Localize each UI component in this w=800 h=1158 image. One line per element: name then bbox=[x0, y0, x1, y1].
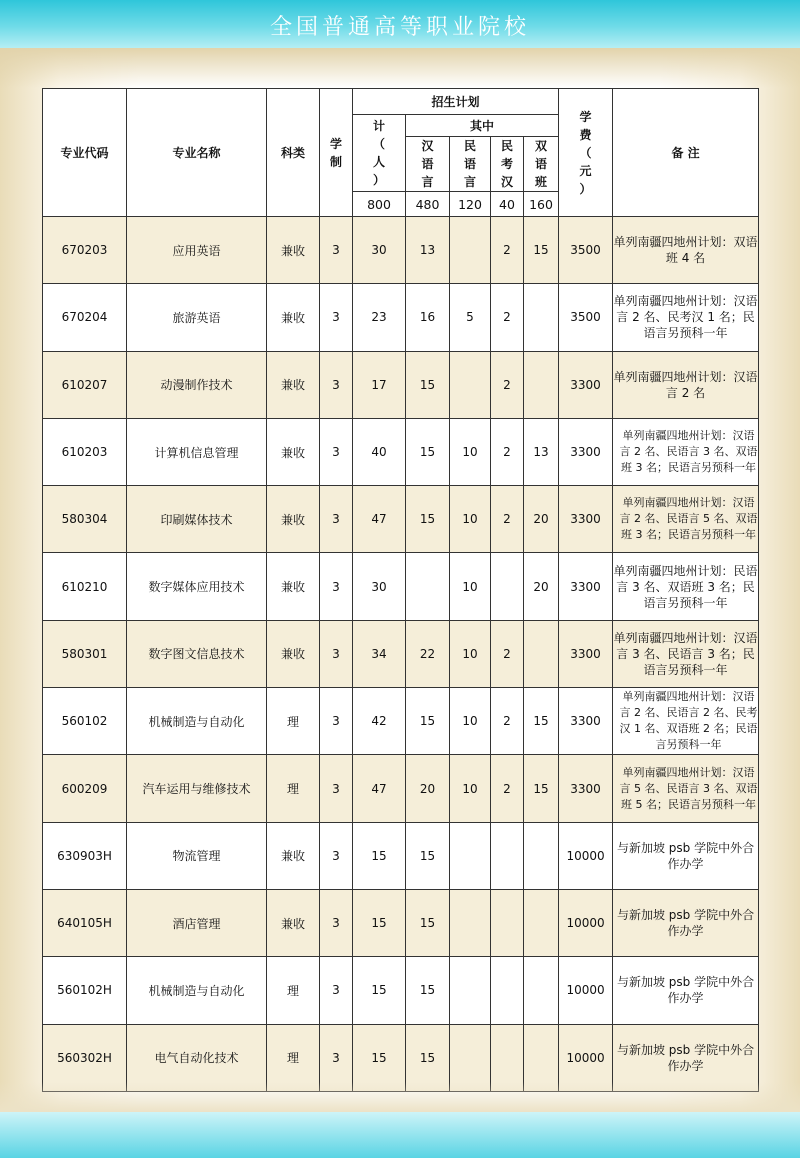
cell-remark: 单列南疆四地州计划：汉语言 5 名、民语言 3 名、双语班 5 名；民语言另预科一年 bbox=[613, 755, 759, 822]
cell-remark: 与新加坡 psb 学院中外合作办学 bbox=[613, 889, 759, 956]
cell-han: 15 bbox=[406, 486, 450, 553]
cell-years: 3 bbox=[320, 553, 353, 620]
cell-minkaohan: 2 bbox=[491, 418, 524, 485]
total-min: 120 bbox=[450, 192, 491, 217]
cell-minkaohan bbox=[491, 957, 524, 1024]
cell-han: 15 bbox=[406, 351, 450, 418]
cell-category: 理 bbox=[267, 1024, 320, 1091]
cell-name: 数字媒体应用技术 bbox=[127, 553, 267, 620]
cell-total: 15 bbox=[353, 822, 406, 889]
cell-bilingual: 15 bbox=[524, 217, 559, 284]
cell-years: 3 bbox=[320, 351, 353, 418]
header-minkaohan bbox=[491, 137, 524, 192]
cell-minkaohan: 2 bbox=[491, 688, 524, 755]
cell-total: 40 bbox=[353, 418, 406, 485]
table-row bbox=[43, 351, 759, 418]
header-tuition bbox=[559, 89, 613, 217]
table-row bbox=[43, 957, 759, 1024]
cell-remark: 单列南疆四地州计划：汉语言 2 名、民语言 2 名、民考汉 1 名、双语班 2 名；民语言另预科一年 bbox=[613, 688, 759, 755]
cell-name: 旅游英语 bbox=[127, 284, 267, 351]
table-row bbox=[43, 755, 759, 822]
table-row bbox=[43, 620, 759, 687]
cell-min: 10 bbox=[450, 755, 491, 822]
cell-bilingual bbox=[524, 620, 559, 687]
cell-min: 5 bbox=[450, 284, 491, 351]
cell-min: 10 bbox=[450, 553, 491, 620]
cell-code: 600209 bbox=[43, 755, 127, 822]
cell-remark: 单列南疆四地州计划：汉语言 3 名、民语言 3 名；民语言另预科一年 bbox=[613, 620, 759, 687]
table-body bbox=[43, 217, 759, 1092]
banner-fade bbox=[0, 48, 800, 88]
cell-han: 16 bbox=[406, 284, 450, 351]
cell-tuition: 3300 bbox=[559, 418, 613, 485]
header-category: 科类 bbox=[267, 89, 320, 217]
cell-tuition: 3300 bbox=[559, 620, 613, 687]
header-minkaohan-text: 民 考 汉 bbox=[500, 139, 513, 189]
cell-han: 20 bbox=[406, 755, 450, 822]
cell-years: 3 bbox=[320, 486, 353, 553]
cell-category: 兼收 bbox=[267, 217, 320, 284]
header-tuition-text: 学 费 （ 元 ） bbox=[579, 109, 592, 196]
cell-tuition: 3300 bbox=[559, 755, 613, 822]
page-title: 全国普通高等职业院校 bbox=[269, 15, 530, 40]
cell-minkaohan: 2 bbox=[491, 284, 524, 351]
cell-code: 560302H bbox=[43, 1024, 127, 1091]
header-bilingual-text: 双 语 班 bbox=[535, 139, 548, 189]
header-min bbox=[450, 137, 491, 192]
cell-name: 机械制造与自动化 bbox=[127, 957, 267, 1024]
cell-minkaohan: 2 bbox=[491, 755, 524, 822]
cell-minkaohan bbox=[491, 889, 524, 956]
cell-years: 3 bbox=[320, 957, 353, 1024]
cell-bilingual: 13 bbox=[524, 418, 559, 485]
cell-total: 34 bbox=[353, 620, 406, 687]
cell-han: 15 bbox=[406, 1024, 450, 1091]
header-han bbox=[406, 137, 450, 192]
cell-bilingual bbox=[524, 889, 559, 956]
cell-bilingual bbox=[524, 957, 559, 1024]
table-row bbox=[43, 486, 759, 553]
cell-minkaohan bbox=[491, 822, 524, 889]
cell-total: 47 bbox=[353, 755, 406, 822]
cell-years: 3 bbox=[320, 620, 353, 687]
cell-code: 610207 bbox=[43, 351, 127, 418]
table-row bbox=[43, 284, 759, 351]
table-row bbox=[43, 688, 759, 755]
table-row bbox=[43, 217, 759, 284]
cell-total: 17 bbox=[353, 351, 406, 418]
cell-total: 47 bbox=[353, 486, 406, 553]
table-row bbox=[43, 418, 759, 485]
cell-han bbox=[406, 553, 450, 620]
cell-min bbox=[450, 351, 491, 418]
cell-min: 10 bbox=[450, 688, 491, 755]
cell-name: 酒店管理 bbox=[127, 889, 267, 956]
cell-bilingual bbox=[524, 284, 559, 351]
cell-bilingual: 20 bbox=[524, 553, 559, 620]
header-name: 专业名称 bbox=[127, 89, 267, 217]
total-plan: 800 bbox=[353, 192, 406, 217]
cell-name: 动漫制作技术 bbox=[127, 351, 267, 418]
cell-tuition: 10000 bbox=[559, 1024, 613, 1091]
cell-code: 560102H bbox=[43, 957, 127, 1024]
cell-name: 机械制造与自动化 bbox=[127, 688, 267, 755]
cell-code: 670203 bbox=[43, 217, 127, 284]
cell-name: 印刷媒体技术 bbox=[127, 486, 267, 553]
cell-remark: 单列南疆四地州计划：双语班 4 名 bbox=[613, 217, 759, 284]
cell-han: 13 bbox=[406, 217, 450, 284]
cell-years: 3 bbox=[320, 418, 353, 485]
total-minkaohan: 40 bbox=[491, 192, 524, 217]
header-min-text: 民 语 言 bbox=[463, 139, 476, 189]
cell-total: 15 bbox=[353, 889, 406, 956]
cell-han: 15 bbox=[406, 889, 450, 956]
cell-total: 30 bbox=[353, 553, 406, 620]
cell-category: 兼收 bbox=[267, 418, 320, 485]
cell-code: 560102 bbox=[43, 688, 127, 755]
cell-remark: 单列南疆四地州计划：汉语言 2 名、民语言 3 名、双语班 3 名；民语言另预科一年 bbox=[613, 418, 759, 485]
header-han-text: 汉 语 言 bbox=[421, 139, 434, 189]
cell-tuition: 10000 bbox=[559, 822, 613, 889]
cell-category: 兼收 bbox=[267, 486, 320, 553]
cell-min: 10 bbox=[450, 418, 491, 485]
cell-category: 理 bbox=[267, 755, 320, 822]
header-among: 其中 bbox=[406, 115, 559, 137]
cell-name: 数字图文信息技术 bbox=[127, 620, 267, 687]
header-bilingual bbox=[524, 137, 559, 192]
cell-bilingual: 15 bbox=[524, 755, 559, 822]
cell-han: 15 bbox=[406, 418, 450, 485]
cell-years: 3 bbox=[320, 755, 353, 822]
cell-category: 兼收 bbox=[267, 889, 320, 956]
cell-tuition: 3300 bbox=[559, 553, 613, 620]
cell-category: 兼收 bbox=[267, 351, 320, 418]
cell-minkaohan: 2 bbox=[491, 351, 524, 418]
cell-tuition: 3500 bbox=[559, 284, 613, 351]
cell-minkaohan: 2 bbox=[491, 217, 524, 284]
cell-tuition: 3300 bbox=[559, 351, 613, 418]
cell-han: 15 bbox=[406, 688, 450, 755]
header-years bbox=[320, 89, 353, 217]
cell-code: 670204 bbox=[43, 284, 127, 351]
cell-total: 23 bbox=[353, 284, 406, 351]
cell-category: 兼收 bbox=[267, 620, 320, 687]
cell-remark: 与新加坡 psb 学院中外合作办学 bbox=[613, 957, 759, 1024]
cell-bilingual: 20 bbox=[524, 486, 559, 553]
cell-years: 3 bbox=[320, 1024, 353, 1091]
cell-bilingual bbox=[524, 822, 559, 889]
cell-min bbox=[450, 217, 491, 284]
cell-years: 3 bbox=[320, 284, 353, 351]
cell-han: 15 bbox=[406, 957, 450, 1024]
cell-code: 640105H bbox=[43, 889, 127, 956]
cell-total: 42 bbox=[353, 688, 406, 755]
cell-category: 兼收 bbox=[267, 553, 320, 620]
cell-category: 理 bbox=[267, 957, 320, 1024]
cell-min: 10 bbox=[450, 486, 491, 553]
cell-remark: 与新加坡 psb 学院中外合作办学 bbox=[613, 1024, 759, 1091]
footer-fade bbox=[0, 1082, 800, 1112]
total-bilingual: 160 bbox=[524, 192, 559, 217]
cell-total: 30 bbox=[353, 217, 406, 284]
cell-category: 兼收 bbox=[267, 284, 320, 351]
cell-tuition: 3300 bbox=[559, 688, 613, 755]
cell-code: 630903H bbox=[43, 822, 127, 889]
cell-minkaohan: 2 bbox=[491, 486, 524, 553]
cell-total: 15 bbox=[353, 1024, 406, 1091]
header-plan: 招生计划 bbox=[353, 89, 559, 115]
cell-minkaohan bbox=[491, 553, 524, 620]
cell-tuition: 10000 bbox=[559, 957, 613, 1024]
header-total bbox=[353, 115, 406, 192]
cell-name: 物流管理 bbox=[127, 822, 267, 889]
cell-tuition: 10000 bbox=[559, 889, 613, 956]
cell-code: 580304 bbox=[43, 486, 127, 553]
cell-remark: 单列南疆四地州计划：民语言 3 名、双语班 3 名；民语言另预科一年 bbox=[613, 553, 759, 620]
table-row bbox=[43, 822, 759, 889]
cell-remark: 单列南疆四地州计划：汉语言 2 名 bbox=[613, 351, 759, 418]
cell-bilingual bbox=[524, 351, 559, 418]
cell-total: 15 bbox=[353, 957, 406, 1024]
cell-remark: 单列南疆四地州计划：汉语言 2 名、民语言 5 名、双语班 3 名；民语言另预科一年 bbox=[613, 486, 759, 553]
title-banner bbox=[0, 0, 800, 48]
cell-category: 理 bbox=[267, 688, 320, 755]
cell-min bbox=[450, 957, 491, 1024]
cell-years: 3 bbox=[320, 217, 353, 284]
cell-min: 10 bbox=[450, 620, 491, 687]
cell-name: 电气自动化技术 bbox=[127, 1024, 267, 1091]
cell-code: 610203 bbox=[43, 418, 127, 485]
cell-bilingual: 15 bbox=[524, 688, 559, 755]
cell-name: 应用英语 bbox=[127, 217, 267, 284]
footer-band bbox=[0, 1112, 800, 1158]
cell-name: 计算机信息管理 bbox=[127, 418, 267, 485]
cell-min bbox=[450, 889, 491, 956]
cell-years: 3 bbox=[320, 889, 353, 956]
header-code: 专业代码 bbox=[43, 89, 127, 217]
cell-years: 3 bbox=[320, 822, 353, 889]
cell-category: 兼收 bbox=[267, 822, 320, 889]
total-han: 480 bbox=[406, 192, 450, 217]
enrollment-plan-table bbox=[42, 88, 759, 1092]
cell-years: 3 bbox=[320, 688, 353, 755]
cell-min bbox=[450, 822, 491, 889]
table-row bbox=[43, 889, 759, 956]
header-total-text: 计 （ 人 ） bbox=[372, 119, 385, 187]
cell-code: 610210 bbox=[43, 553, 127, 620]
table-row bbox=[43, 553, 759, 620]
header-remark: 备 注 bbox=[613, 89, 759, 217]
cell-remark: 与新加坡 psb 学院中外合作办学 bbox=[613, 822, 759, 889]
cell-han: 15 bbox=[406, 822, 450, 889]
cell-han: 22 bbox=[406, 620, 450, 687]
cell-code: 580301 bbox=[43, 620, 127, 687]
cell-tuition: 3500 bbox=[559, 217, 613, 284]
cell-remark: 单列南疆四地州计划：汉语言 2 名、民考汉 1 名；民语言另预科一年 bbox=[613, 284, 759, 351]
header-years-text: 学 制 bbox=[329, 136, 342, 169]
cell-name: 汽车运用与维修技术 bbox=[127, 755, 267, 822]
cell-minkaohan: 2 bbox=[491, 620, 524, 687]
cell-tuition: 3300 bbox=[559, 486, 613, 553]
